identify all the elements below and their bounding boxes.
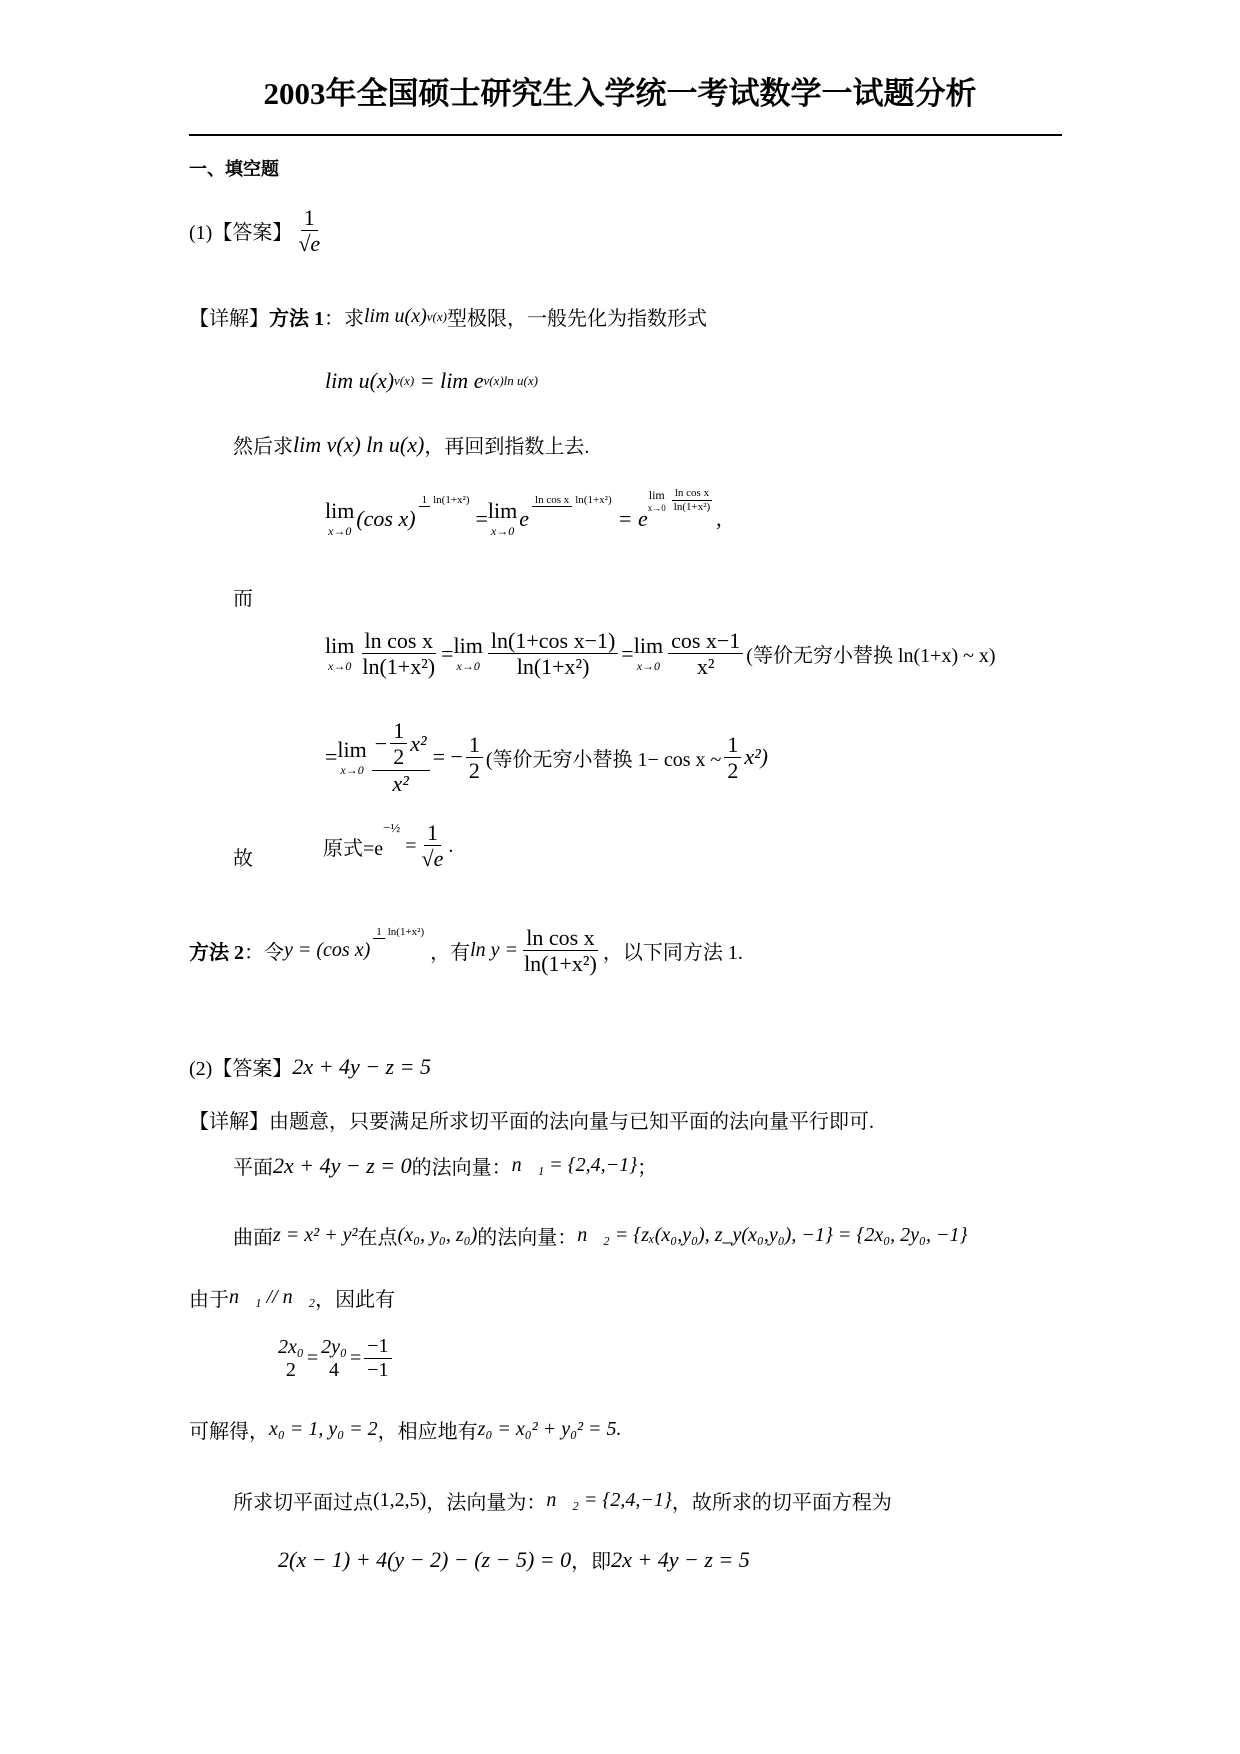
expr: ln y = [470,939,519,962]
expr: (x₀, y₀, z₀) [397,1224,478,1246]
den: 4 [329,1358,340,1381]
parallel-line [189,1283,395,1312]
expr: n⃗₁ // n⃗₂ [229,1286,316,1308]
page-title: 2003年全国硕士研究生入学统一考试数学一试题分析 [263,76,977,111]
er-label: 而 [233,588,253,610]
den: 2 [393,744,405,770]
text: ，有 [430,942,471,965]
q2-label: (2)【答案】 [189,1058,293,1080]
eq-rhs-sup: v(x)ln u(x) [483,373,538,388]
sqrt-e: √e [298,231,321,257]
den: ln(1+x²) [524,951,597,977]
solve-line [189,1415,622,1444]
equals-minus: = − [432,744,463,770]
text: 由题意，只要满足所求切平面的法向量与已知平面的法向量平行即可. [269,1111,874,1133]
text: 的法向量： [411,1157,512,1179]
plane-line [233,1151,657,1180]
expr: z₀ = x₀² + y₀² = 5. [477,1418,622,1440]
q2-detail-line [189,1105,874,1134]
q1-answer [189,205,326,257]
num: ln cos x [523,925,597,951]
equation-3 [325,628,996,680]
title-divider [189,134,1062,136]
eq-lhs-sup: v(x) [394,373,415,388]
detail-tag: 【详解】 [189,308,269,330]
num: 1 [466,732,483,758]
expr: n⃗₂ = {2,4,−1} [546,1489,672,1511]
denominator [295,231,323,256]
equals: = [325,744,338,770]
text: ； [637,1157,658,1179]
den: x² [696,654,715,680]
equation-1 [325,368,538,394]
note-end: x²) [744,744,768,770]
then-line [233,430,589,459]
q1-detail-line [189,302,707,331]
exp-num: ln cos x [672,487,712,501]
exp-num: 1 [419,494,431,507]
text: ，以下同方法 1. [602,942,743,965]
lim-sub: x→0 [328,524,352,538]
ratio-equation: 2x₀ 2 = 2y₀ 4 = $\frac{-1}{-1}$ [275,1335,395,1382]
equals: = [405,834,417,857]
e: e [519,505,530,531]
result-line [323,820,453,872]
exp-den: ln(1+x²) [575,494,612,507]
method1-label: 方法 1 [269,308,324,330]
text: ，即 [571,1551,612,1573]
tangent-line [233,1486,892,1515]
den: x² [392,770,409,796]
detail-tag: 【详解】 [189,1111,269,1133]
lim: lim [325,498,355,523]
expr: 2x + 4y − z = 0 [273,1152,412,1178]
period: . [448,834,454,857]
lim: lim [337,736,367,762]
q1-label: (1)【答案】 [189,222,293,245]
text: ：令 [244,942,284,965]
den: 2 [285,1358,296,1381]
den: ln(1+x²) [362,654,436,680]
lim: lim [487,498,518,523]
num: 1 [390,718,407,744]
q1-answer-fraction [295,205,323,257]
base: (cos x) [356,505,416,531]
text: 在点 [357,1227,398,1249]
x2: x² [410,731,427,757]
q2-answer-value: 2x + 4y − z = 5 [292,1053,431,1079]
comma: , [716,505,722,531]
result-text: 原式=e [323,837,384,860]
expr: n⃗₂ = {zₓ(x₀,y₀), z_y(x₀,y₀), −1} = {2x₀, 2y₀, −1} [577,1224,968,1246]
den: 2 [727,757,739,783]
text: 可解得， [189,1421,269,1443]
result-exp: −½ [383,820,401,835]
num: cos x−1 [668,628,743,654]
expr: lim u(x) [364,305,427,327]
den: 2 [468,757,480,783]
lim-sub: x→0 [340,762,364,777]
text: ，再回到指数上去. [424,436,590,458]
den: √e [421,846,444,872]
text: ，故所求的切平面方程为 [671,1492,892,1514]
text: 型极限，一般先化为指数形式 [446,308,707,330]
gu-label: 故 [233,848,253,870]
note: (等价无穷小替换 1− cos x ~ [485,748,722,771]
minus: − [374,731,388,757]
text: 所求切平面过点 [233,1492,373,1514]
method2-line [189,925,743,977]
eq-rhs: = lim e [419,368,484,393]
text: 然后求 [233,436,293,458]
text: ，相应地有 [377,1421,478,1443]
num: ln(1+cos x−1) [488,628,618,654]
lim-sub: x→0 [328,659,352,674]
equation-2 [325,487,722,539]
surface-line [233,1221,967,1250]
expr: 2(x − 1) + 4(y − 2) − (z − 5) = 0 [278,1546,572,1572]
num: ln cos x [362,628,436,654]
expr: y = (cos x) [284,939,371,962]
eq-lhs: lim u(x) [325,368,395,393]
text: 曲面 [233,1227,273,1249]
text: ，法向量为： [426,1492,547,1514]
num: 2x₀ [278,1335,304,1358]
num: 1 [424,820,441,846]
den: −1 [367,1359,389,1381]
equals: = [621,640,634,666]
equals: = [441,640,454,666]
equals: = [475,505,488,531]
method2-label: 方法 2 [189,942,244,965]
lim-sub: x→0 [456,659,480,674]
text: ，因此有 [315,1289,396,1311]
q2-answer [189,1052,431,1081]
final-equation [278,1545,750,1574]
den: ln(1+x²) [516,654,590,680]
exp-den: ln(1+x²) [673,501,711,513]
equals-e: = e [617,505,648,531]
lim-sub: x→0 [636,659,661,674]
num: 1 [724,732,741,758]
exp-den: ln(1+x²) [387,926,425,939]
lim: lim [648,488,665,502]
num: −1 [364,1335,391,1359]
num: 2y₀ [321,1335,347,1358]
note: (等价无穷小替换 ln(1+x) ~ x) [746,645,996,668]
section-heading: 一、填空题 [189,159,279,180]
lim: lim [453,633,483,659]
expr: z = x² + y² [273,1224,358,1246]
expr: (1,2,5) [373,1489,427,1511]
expr: n⃗₁ = {2,4,−1} [511,1154,638,1176]
text: 由于 [189,1289,229,1311]
exp-den: ln(1+x²) [433,494,470,507]
expr-sup: v(x) [426,308,447,324]
equation-4 [325,718,768,797]
text: 的法向量： [477,1227,578,1249]
text: 平面 [233,1157,273,1179]
expr: x₀ = 1, y₀ = 2 [269,1418,378,1440]
lim: lim [633,633,664,659]
lim-sub: x→0 [490,524,515,538]
lim-sub: x→0 [647,503,666,513]
numerator: 1 [301,205,318,231]
expr: lim v(x) ln u(x) [293,431,425,457]
text: ：求 [324,308,364,330]
exp-num: 1 [373,926,385,939]
lim: lim [325,633,355,659]
exp-num: ln cos x [532,494,572,507]
expr: 2x + 4y − z = 5 [611,1546,750,1572]
